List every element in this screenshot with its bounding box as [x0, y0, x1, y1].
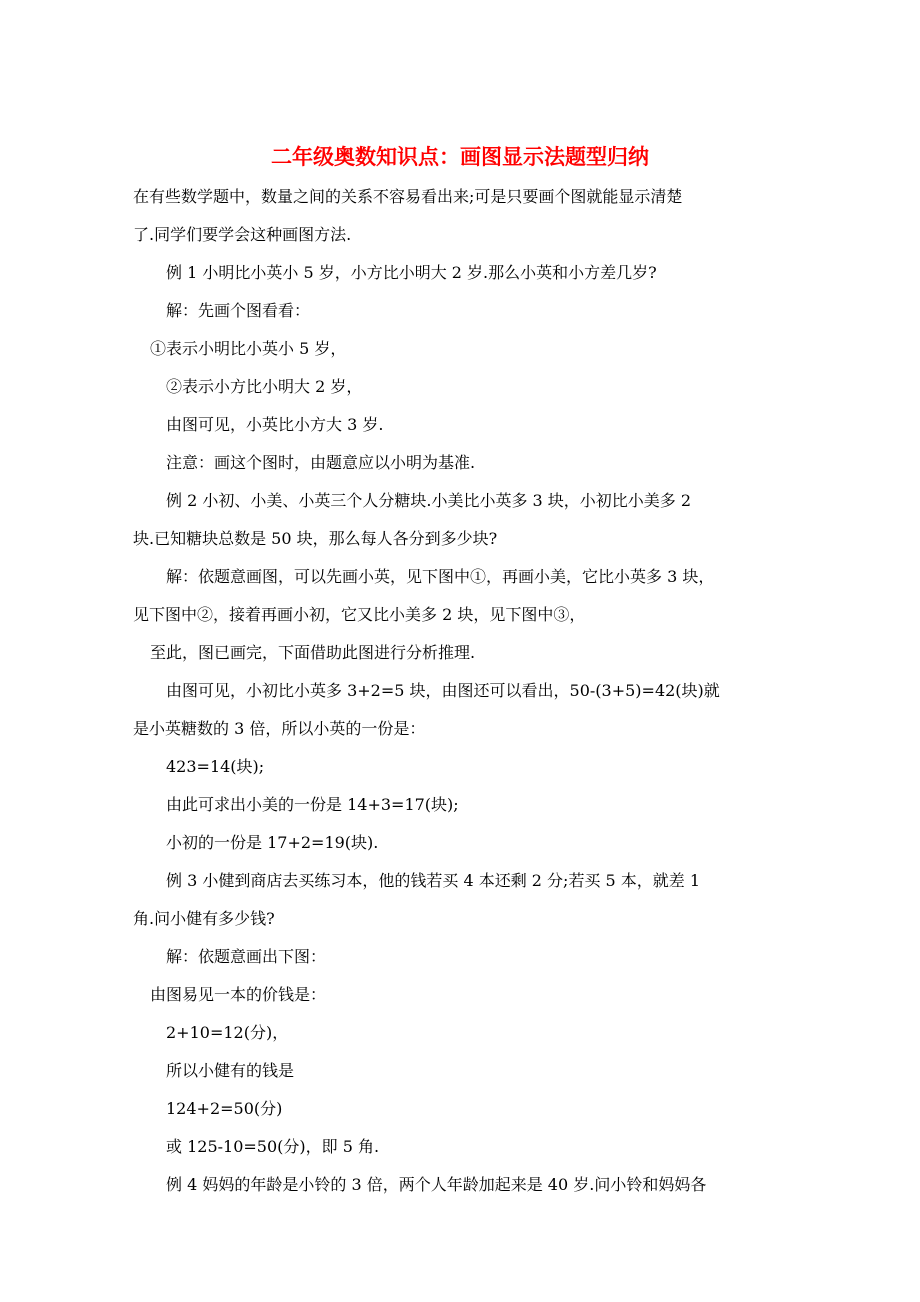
example-2-heading: 例 2 小初、小美、小英三个人分糖块.小美比小英多 3 块，小初比小美多 2: [166, 491, 692, 510]
text-line: 解：依题意画图，可以先画小英，见下图中①，再画小美，它比小英多 3 块，: [166, 567, 715, 586]
text-line: ①表示小明比小英小 5 岁，: [150, 339, 347, 358]
text-line: 由图可见，小英比小方大 3 岁.: [166, 415, 384, 434]
text-line: 在有些数学题中，数量之间的关系不容易看出来;可是只要画个图就能显示清楚: [133, 187, 683, 206]
text-line: 至此，图已画完，下面借助此图进行分析推理.: [150, 643, 476, 662]
text-line: 或 125-10=50(分)，即 5 角.: [166, 1137, 380, 1156]
text-line: 所以小健有的钱是: [166, 1061, 295, 1080]
text-line: 由此可求出小美的一份是 14+3=17(块);: [166, 795, 459, 814]
text-line: ②表示小方比小明大 2 岁，: [166, 377, 363, 396]
text-line: 见下图中②，接着再画小初，它又比小美多 2 块，见下图中③，: [133, 605, 586, 624]
example-1-heading: 例 1 小明比小英小 5 岁，小方比小明大 2 岁.那么小英和小方差几岁?: [166, 263, 657, 282]
text-line: 角.问小健有多少钱?: [133, 909, 275, 928]
text-line: 2+10=12(分)，: [166, 1023, 289, 1042]
text-line: 由图可见，小初比小英多 3+2=5 块，由图还可以看出，50-(3+5)=42(块)就: [166, 681, 720, 700]
text-line: 注意：画这个图时，由题意应以小明为基准.: [166, 453, 476, 472]
text-line: 是小英糖数的 3 倍，所以小英的一份是：: [133, 719, 426, 738]
text-line: 了.同学们要学会这种画图方法.: [133, 225, 352, 244]
example-4-heading: 例 4 妈妈的年龄是小铃的 3 倍，两个人年龄加起来是 40 岁.问小铃和妈妈各: [166, 1175, 707, 1194]
text-line: 124+2=50(分): [166, 1099, 283, 1118]
text-line: 解：先画个图看看：: [166, 301, 311, 320]
text-line: 块.已知糖块总数是 50 块，那么每人各分到多少块?: [133, 529, 498, 548]
text-line: 423=14(块);: [166, 757, 265, 776]
text-line: 由图易见一本的价钱是：: [150, 985, 327, 1004]
example-3-heading: 例 3 小健到商店去买练习本，他的钱若买 4 本还剩 2 分;若买 5 本，就差 1: [166, 871, 701, 890]
page-title: 二年级奥数知识点：画图显示法题型归纳: [271, 145, 649, 169]
text-line: 解：依题意画出下图：: [166, 947, 327, 966]
text-line: 小初的一份是 17+2=19(块).: [166, 833, 379, 852]
